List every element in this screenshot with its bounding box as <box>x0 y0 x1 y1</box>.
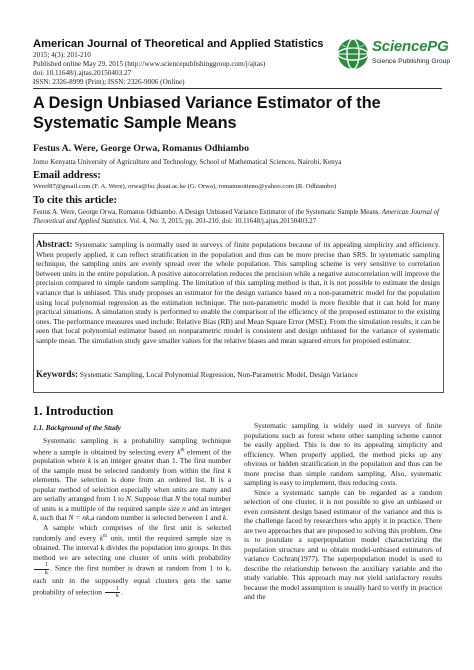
keywords-label: Keywords: <box>36 369 78 379</box>
subsection-title: 1.1. Background of the Study <box>33 423 121 432</box>
journal-title: American Journal of Theoretical and Applied Statistics <box>33 38 324 50</box>
affiliation: Jomo Kenyatta University of Agriculture and Technology, School of Mathematical Sciences, Nairobi, Kenya <box>33 158 342 166</box>
citation <box>33 208 443 226</box>
paragraph: Systematic sampling is widely used in surveys of finite populations such as forest where other sampling scheme cannot be easily applied. This is due to its appealing simplicity and efficiency. When properly applied, the method picks up any obvious or hidden stratification in the population and thus can be more precise than simple random sampling. Also, systematic sampling is easy to implement, thus reducing costs. <box>244 421 442 487</box>
abstract-label: Abstract: <box>36 239 73 249</box>
abstract <box>36 240 440 346</box>
doi-line: doi: 10.11648/j.ajtas.20150403.27 <box>33 69 132 77</box>
left-column <box>33 436 231 600</box>
authors: Festus A. Were, George Orwa, Romanus Odhiambo <box>33 143 249 154</box>
globe-icon <box>336 37 370 71</box>
logo-name: SciencePG <box>372 38 449 55</box>
email-heading: Email address: <box>33 170 101 181</box>
logo-subtitle: Science Publishing Group <box>372 58 451 65</box>
issn-line: ISSN: 2326-8999 (Print); ISSN: 2326-9006 (Online) <box>33 78 185 86</box>
publisher-logo <box>336 36 451 74</box>
paragraph: Since a systematic sample can be regarded as a random selection of one cluster, it is not possible to give an unbiased or even consistent design based estimator of the variance and this is the challenge faced by researchers who apply it in practice. There are two approaches that are proposed to solving this problem. One is to postulate a superpopulation model characterizing the population structure and to obtain model-unbiased estimators of variance Cochran(1977). The superpopulation model is used to describe the relationship between the auxiliary variable and the study variable. This approach may not yield satisfactory results because the model assumption is usually hard to verify in practice and the <box>244 487 442 601</box>
cite-heading: To cite this article: <box>33 195 118 206</box>
fraction: $\frac{1}{k}$ <box>34 562 49 576</box>
right-column <box>244 421 442 602</box>
keywords-text: Systematic Sampling, Local Polynomial Regression, Non-Parametric Model, Design Variance <box>79 370 358 379</box>
citation-journal: American Journal of Theoretical and Applied Statistics <box>33 209 439 225</box>
citation-plain: Festus A. Were, George Orwa, Romanus Odhiambo. A Design Unbiased Variance Estimator of the Systematic Sample Means. <box>33 209 381 216</box>
email-addresses: Weref87@gmail.com (F. A. Were), orwa@fsc.jkuat.ac.ke (G. Orwa), romanusotieno@yahoo.com (R. Odhiambo) <box>33 183 337 190</box>
citation-tail: . Vol. 4, No. 3, 2015, pp. 201-210. doi: 10.11648/j.ajtas.20150403.27 <box>126 218 317 225</box>
paper-title: A Design Unbiased Variance Estimator of the Systematic Sample Means <box>33 94 381 132</box>
abstract-text: Systematic sampling is normally used in surveys of finite populations because of its appealing simplicity and efficiency. When properly applied, it can reflect stratification in the population and thus can be more precise than SRS. In systematic sampling technique, the sampling units are evenly spread over the whole population. This sampling scheme is very sensitive to correlation between units in the entire population. A positive autocorrelation reduces the precision while a negative autocorrelation will improve the precision compared to simple random sampling. The limitation of this sampling method is that, it is not possible to estimate the design variance that is unbiased. This study proposes an estimator for the design variance based on a non-parametric model for the population using local polynomial regression as the estimation technique. The non-parametric model is more flexible that it can hold for many practical situations. A simulation study is performed to enable the comparison of the efficiency of the proposed estimator to the existing ones. The performance measures used include: Relative Bias (RB) and Mean Square Error (MSE). From the simulation results, it can be seen that local polynomial estimator based on nonparametric model is consistent and design unbiased for the variance of systematic sample mean. The simulation study gave smaller values for the relative biases and mean squared errors for proposed estimator. <box>36 240 440 345</box>
published-line: Published online May 29, 2015 (http://www.sciencepublishinggroup.com/j/ajtas) <box>33 60 266 68</box>
paragraph: Systematic sampling is a probability sampling technique where a sample is obtained by selecting every $k^{th}$ element of the population where k is an integer greater than 1. The first number of the sample must be selected randomly from within the first k elements. The selection is done from an ordered list. It is a popular method of selection especially when units are many and are serially arranged from 1 to N. Suppose that N the total number of units is a multiple of the required sample size n and an integer k, such that N = nk,a random number is selected between 1 and k. <box>33 436 231 523</box>
paragraph: A sample which comprises of the first unit is selected randomly and every $k^{th}$ unit, until the required sample size is obtained. The interval k divides the population into groups. In this method we are selecting one cluster of units with probability $\frac{1}{k}$ . Since the first number is drawn at random from 1 to k, each unit in the supposedly equal clusters gets the same probability of selection $\frac{1}{k}$ . <box>33 522 231 600</box>
fraction: $\frac{1}{k}$ <box>105 586 120 600</box>
header-rule <box>33 88 442 89</box>
section-title: 1. Introduction <box>33 404 114 418</box>
keywords <box>36 370 440 380</box>
issue-line: 2015; 4(3): 201-210 <box>33 51 91 59</box>
